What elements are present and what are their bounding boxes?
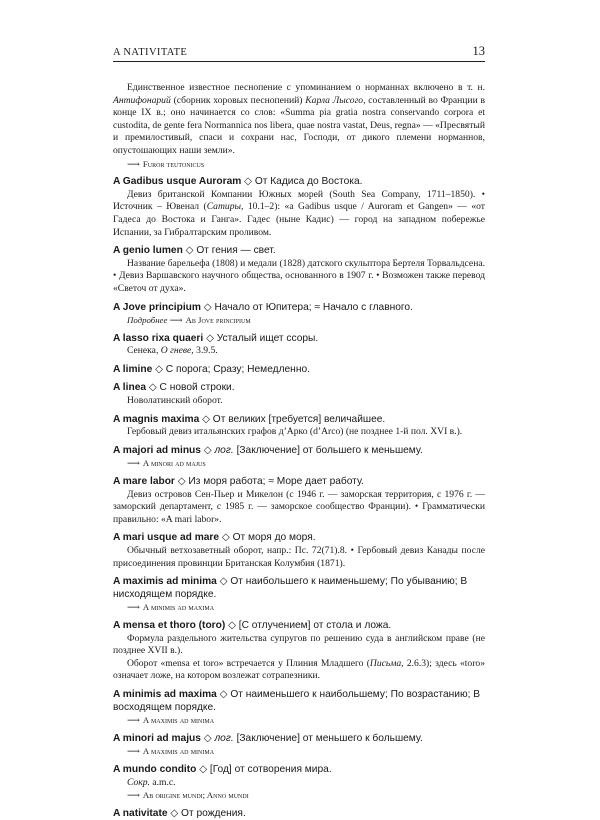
entry-text: Новолатинский оборот. <box>127 395 223 407</box>
dictionary-entry <box>113 808 485 820</box>
entry-text: Девиз островов Сен-Пьер и Микелон (с 1946 г. — заморская территория, с 1976 г. — заморский департамент, с 1985 г. — заморское сообщество Франции). • Грамматически правильно: «A mari labor». <box>113 488 485 525</box>
headword: A lasso rixa quaeri ◇ Усталый ищет ссоры. <box>113 332 319 344</box>
headword: A limine ◇ С порога; Сразу; Немедленно. <box>113 363 310 375</box>
dictionary-entry <box>113 764 485 802</box>
running-header <box>113 42 485 62</box>
headword: A mare labor ◇ Из моря работа; ≈ Море дает работу. <box>113 476 364 488</box>
headword: A minimis ad maxima ◇ От наименьшего к наибольшему; По возрастанию; В восходящем порядке. <box>113 688 481 713</box>
cross-reference: ⟶ A maximis ad minima <box>127 746 215 757</box>
page-number: 13 <box>472 44 485 58</box>
cross-reference: ⟶ Furor teutonicus <box>127 158 205 169</box>
cross-reference: ⟶ A minimis ad maxima <box>127 602 215 613</box>
headword: A linea ◇ С новой строки. <box>113 382 235 394</box>
dictionary-entry <box>113 414 485 439</box>
dictionary-entry <box>113 333 485 358</box>
cross-reference: Подробнее ⟶ Ab Jove principium <box>127 315 251 326</box>
dictionary-entry <box>113 532 485 570</box>
dictionary-entry <box>113 733 485 758</box>
cross-reference: ⟶ A maximis ad minima <box>127 715 215 726</box>
dictionary-entry <box>113 620 485 683</box>
entry-text: Оборот «mensa et toro» встречается у Плиния Младшего (Письма, 2.6.3); здесь «toro» означает ложе, на котором возлежат сотрапезники. <box>113 657 485 682</box>
headword: A majori ad minus ◇ лог. [Заключение] от большего к меньшему. <box>113 444 423 456</box>
arrow-icon: ⟶ <box>127 790 140 801</box>
arrow-icon: ⟶ <box>127 602 140 613</box>
page-body <box>113 82 485 820</box>
arrow-icon: ⟶ <box>127 746 140 757</box>
arrow-icon: ⟶ <box>169 315 183 326</box>
headword: A Gadibus usque Auroram ◇ От Кадиса до Востока. <box>113 176 363 188</box>
arrow-icon: ⟶ <box>127 715 140 726</box>
intro-paragraph: Единственное известное песнопение с упоминанием о норманнах включено в т. н. Антифонарий (сборник хоровых песнопений) Карла Лысого, составленный во Франции в конце IX в.; оно начинается со слов: «Summa pia gratia nostra conservando corpora et custodita, de gente fera Normannica nos libera, quae nostra vastat, Deus, regna» — «Пресвятый и премилостивый, спаси и сохрани нас, Господи, от дикого племени норманнов, опустошающих наши земли». <box>113 82 486 156</box>
dictionary-entry <box>113 176 485 239</box>
entry-text: Название барельефа (1808) и медали (1828) датского скульптора Бертеля Торвальдсена. • Девиз Варшавского научного общества, основанного в 1907 г. • Возможен также перевод «Светоч от духа». <box>113 257 485 294</box>
dictionary-entry <box>113 576 485 614</box>
dictionary-entry <box>113 245 485 295</box>
dictionary-page <box>113 42 485 820</box>
dictionary-entry <box>113 382 485 407</box>
headword: A nativitate ◇ От рождения. <box>113 807 246 819</box>
entry-source: Сенека, О гневе, 3.9.5. <box>127 345 218 357</box>
headword: A mundo condito ◇ [Год] от сотворения мира. <box>113 763 332 775</box>
entry-text: Девиз британской Компании Южных морей (South Sea Company, 1711–1850). • Источник – Ювенал (Сатиры, 10.1–2): «a Gadibus usque / Auroram et Gangen» — «от Гадеса до Востока и Ганга». Гадес (ныне Кадис) — город на западном побережье Испании, за Гибралтарским проливом. <box>113 188 485 238</box>
dictionary-entry <box>113 445 485 470</box>
entry-text: Обычный ветхозаветный оборот, напр.: Пс. 72(71).8. • Гербовый девиз Канады после присоединения провинции Британская Колумбия (1871). <box>113 545 485 569</box>
headword: A minori ad majus ◇ лог. [Заключение] от меньшего к большему. <box>113 732 423 744</box>
headword: A magnis maxima ◇ От великих [требуется] величайшее. <box>113 413 386 425</box>
cross-reference: ⟶ Ab origine mundi; Anno mundi <box>127 790 249 801</box>
entry-text: Формула раздельного жительства супругов по решению суда в английском праве (не позднее XVII в.). <box>113 632 485 657</box>
dictionary-entry <box>113 689 485 727</box>
cross-reference: ⟶ A minori ad majus <box>127 458 206 469</box>
entry-abbreviation: Сокр. a.m.c. <box>127 776 176 788</box>
header-title: A NATIVITATE <box>113 47 188 58</box>
headword: A mari usque ad mare ◇ От моря до моря. <box>113 532 316 544</box>
entry-text: Гербовый девиз итальянских графов д’Арко (d’Arco) (не позднее 1-й пол. XVI в.). <box>127 426 463 438</box>
arrow-icon: ⟶ <box>127 458 140 469</box>
arrow-icon: ⟶ <box>127 158 140 169</box>
headword: A Jove principium ◇ Начало от Юпитера; ≈ Начало с главного. <box>113 301 413 313</box>
headword: A mensa et thoro (toro) ◇ [С отлучением] от стола и ложа. <box>113 619 392 631</box>
dictionary-entry <box>113 364 485 377</box>
dictionary-entry <box>113 302 485 327</box>
dictionary-entry <box>113 476 485 526</box>
headword: A genio lumen ◇ От гения — свет. <box>113 245 276 257</box>
headword: A maximis ad minima ◇ От наибольшего к наименьшему; По убыванию; В нисходящем порядке. <box>113 576 468 600</box>
